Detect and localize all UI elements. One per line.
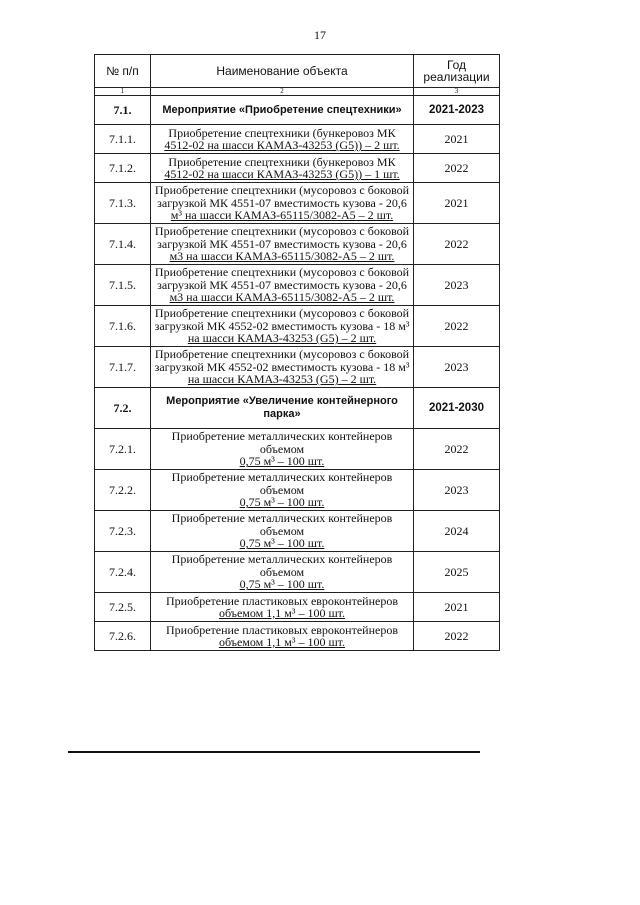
row-name-line: Приобретение спецтехники (мусоровоз с боковой <box>154 347 410 362</box>
row-name <box>151 622 414 651</box>
row-number: 7.2.3. <box>95 511 151 552</box>
bottom-divider <box>68 751 480 753</box>
row-name-line: Приобретение металлических контейнеров <box>171 511 393 526</box>
row-name-line: на шасси КАМАЗ-43253 (G5) – 2 шт. <box>187 372 377 387</box>
row-name-line: Приобретение спецтехники (мусоровоз с боковой <box>154 224 410 239</box>
row-year: 2021 <box>414 183 500 224</box>
row-number: 7.2.5. <box>95 593 151 622</box>
row-year: 2021 <box>414 125 500 154</box>
column-header-name: Наименование объекта <box>151 55 414 88</box>
table-header-row <box>95 55 500 88</box>
table-row <box>95 429 500 470</box>
row-name-line: Мероприятие «Увеличение контейнерного <box>166 395 398 407</box>
row-name <box>151 429 414 470</box>
row-number: 7.1. <box>95 96 151 125</box>
row-name-line: Приобретение спецтехники (мусоровоз с боковой <box>154 306 410 321</box>
row-year: 2022 <box>414 622 500 651</box>
row-name-line: Приобретение спецтехники (мусоровоз с боковой <box>154 265 410 280</box>
row-name-line: объемом <box>259 441 305 456</box>
row-name-line: объемом <box>259 482 305 497</box>
row-name-line: Приобретение металлических контейнеров <box>171 429 393 444</box>
row-name <box>151 125 414 154</box>
table-row <box>95 470 500 511</box>
row-name-line: 0,75 м³ – 100 шт. <box>239 495 325 510</box>
row-name <box>151 183 414 224</box>
row-year: 2022 <box>414 224 500 265</box>
row-number: 7.2.6. <box>95 622 151 651</box>
row-name-line: загрузкой МК 4552-02 вместимость кузова - 18 м³ <box>154 359 410 374</box>
row-name <box>151 511 414 552</box>
row-year: 2023 <box>414 470 500 511</box>
row-name-line: объемом <box>259 564 305 579</box>
row-year: 2023 <box>414 265 500 306</box>
row-year: 2025 <box>414 552 500 593</box>
row-name-line: на шасси КАМАЗ-43253 (G5) – 2 шт. <box>187 331 377 346</box>
column-header-number: № п/п <box>95 55 151 88</box>
row-name-line: загрузкой МК 4551-07 вместимость кузова - 20,6 <box>157 195 407 210</box>
table-row <box>95 265 500 306</box>
row-year: 2021 <box>414 593 500 622</box>
row-name-line: Приобретение пластиковых евроконтейнеров <box>166 593 398 608</box>
table-row <box>95 125 500 154</box>
row-number: 7.1.6. <box>95 306 151 347</box>
row-number: 7.2. <box>95 388 151 429</box>
row-year: 2022 <box>414 306 500 347</box>
row-name <box>151 470 414 511</box>
row-name <box>151 154 414 183</box>
row-name-line: Приобретение спецтехники (бункеровоз МК <box>168 125 396 140</box>
row-name-line: Приобретение пластиковых евроконтейнеров <box>166 622 398 637</box>
table-row <box>95 593 500 622</box>
row-name-line: объемом <box>259 523 305 538</box>
row-number: 7.1.3. <box>95 183 151 224</box>
row-year: 2024 <box>414 511 500 552</box>
row-name-line: Мероприятие «Приобретение спецтехники» <box>162 103 402 116</box>
row-name-line: объемом 1,1 м³ – 100 шт. <box>218 635 346 649</box>
row-number: 7.1.4. <box>95 224 151 265</box>
row-name-line: парка» <box>263 408 301 420</box>
row-number: 7.1.1. <box>95 125 151 154</box>
page-number: 17 <box>314 28 326 42</box>
row-number: 7.2.2. <box>95 470 151 511</box>
row-name <box>151 96 414 125</box>
table-row <box>95 622 500 651</box>
row-name-line: Приобретение спецтехники (бункеровоз МК <box>168 154 396 169</box>
row-number: 7.2.4. <box>95 552 151 593</box>
row-name <box>151 552 414 593</box>
row-name <box>151 593 414 622</box>
column-index-row <box>95 88 500 96</box>
row-name-line: 0,75 м³ – 100 шт. <box>239 536 325 551</box>
row-year: 2022 <box>414 154 500 183</box>
table-row <box>95 183 500 224</box>
row-name-line: загрузкой МК 4552-02 вместимость кузова - 18 м³ <box>154 318 410 333</box>
section-row <box>95 96 500 125</box>
row-name <box>151 306 414 347</box>
column-index: 1 <box>95 88 151 96</box>
row-name-line: Приобретение спецтехники (мусоровоз с боковой <box>154 183 410 198</box>
row-name-line: загрузкой МК 4551-07 вместимость кузова - 20,6 <box>157 236 407 251</box>
row-name <box>151 224 414 265</box>
row-name-line: м3 на шасси КАМАЗ-65115/3082-А5 – 2 шт. <box>169 249 395 264</box>
row-year: 2022 <box>414 429 500 470</box>
column-index: 3 <box>414 88 500 96</box>
row-name-line: 0,75 м³ – 100 шт. <box>239 577 325 592</box>
column-index: 2 <box>151 88 414 96</box>
table-row <box>95 511 500 552</box>
row-name <box>151 265 414 306</box>
row-year: 2023 <box>414 347 500 388</box>
table-row <box>95 224 500 265</box>
row-name-line: 4512-02 на шасси КАМАЗ-43253 (G5)) – 2 шт. <box>164 138 400 152</box>
row-name-line: м3 на шасси КАМАЗ-65115/3082-А5 – 2 шт. <box>169 290 395 305</box>
row-name <box>151 388 414 429</box>
row-number: 7.1.2. <box>95 154 151 183</box>
row-name-line: 0,75 м³ – 100 шт. <box>239 454 325 469</box>
row-year: 2021-2023 <box>414 96 500 125</box>
row-name-line: Приобретение металлических контейнеров <box>171 552 393 567</box>
row-number: 7.1.7. <box>95 347 151 388</box>
table-row <box>95 347 500 388</box>
row-year: 2021-2030 <box>414 388 500 429</box>
row-name-line: загрузкой МК 4551-07 вместимость кузова - 20,6 <box>157 277 407 292</box>
table-row <box>95 306 500 347</box>
row-name-line: м³ на шасси КАМАЗ-65115/3082-А5 – 2 шт. <box>170 208 394 223</box>
table-row <box>95 552 500 593</box>
table-body <box>95 96 500 651</box>
section-row <box>95 388 500 429</box>
row-name-line: Приобретение металлических контейнеров <box>171 470 393 485</box>
row-number: 7.2.1. <box>95 429 151 470</box>
row-name-line: объемом 1,1 м³ – 100 шт. <box>218 606 346 620</box>
objects-table <box>94 54 500 651</box>
column-header-year: Год реализации <box>414 55 500 88</box>
row-number: 7.1.5. <box>95 265 151 306</box>
row-name-line: 4512-02 на шасси КАМАЗ-43253 (G5)) – 1 шт. <box>164 167 400 181</box>
table-row <box>95 154 500 183</box>
row-name <box>151 347 414 388</box>
